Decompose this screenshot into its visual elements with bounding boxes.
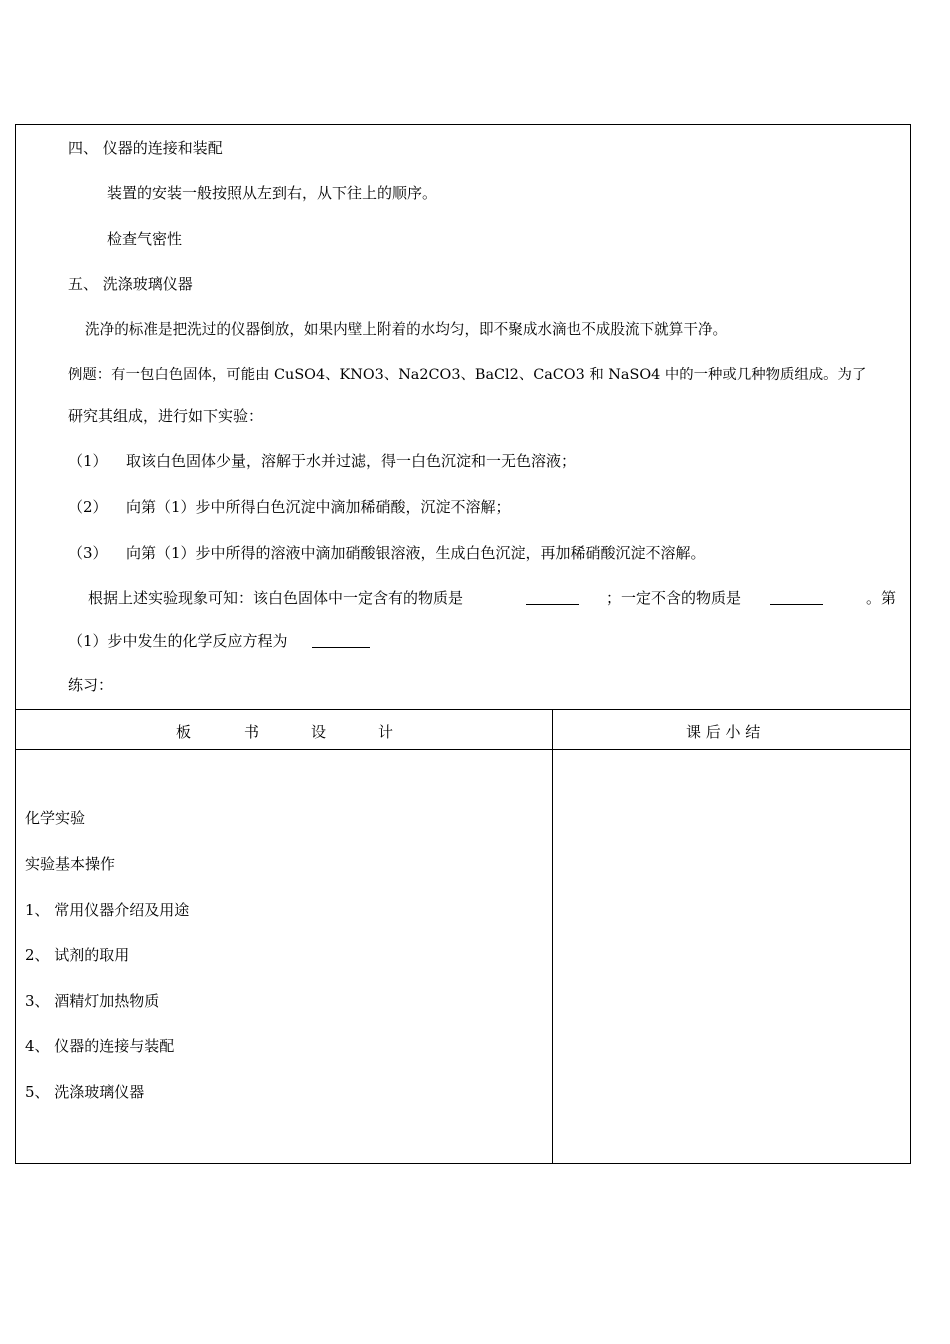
step-1-text: 取该白色固体少量，溶解于水并过滤，得一白色沉淀和一无色溶液；	[126, 452, 577, 470]
question-part2: ；一定不含的物质是	[606, 589, 742, 607]
step-3-text: 向第（1）步中所得的溶液中滴加硝酸银溶液，生成白色沉淀，再加稀硝酸沉淀不溶解。	[126, 544, 706, 562]
board-item-5: 5、 洗涤玻璃仪器	[25, 1083, 145, 1101]
board-item-2: 2、 试剂的取用	[25, 946, 130, 964]
board-design-header-char-3: 设	[311, 723, 327, 741]
section5-line1: 洗净的标准是把洗过的仪器倒放，如果内壁上附着的水均匀，即不聚成水滴也不成股流下就算干净。	[85, 321, 728, 338]
example-line2: 研究其组成，进行如下实验：	[68, 407, 264, 425]
step-2-number: （2）	[68, 498, 108, 516]
board-design-header-char-1: 板	[176, 723, 192, 741]
step-3-number: （3）	[68, 544, 108, 562]
question-part3: 。第	[866, 589, 897, 607]
section4-line1: 装置的安装一般按照从左到右，从下往上的顺序。	[107, 184, 438, 202]
post-class-summary-header: 课 后 小 结	[686, 723, 761, 741]
board-item-title: 化学实验	[25, 809, 86, 827]
section5-heading: 五、 洗涤玻璃仪器	[68, 275, 193, 293]
question-line2: （1）步中发生的化学反应方程为	[68, 632, 288, 650]
board-item-subtitle: 实验基本操作	[25, 855, 116, 873]
step-1-number: （1）	[68, 452, 108, 470]
question-part1: 根据上述实验现象可知：该白色固体中一定含有的物质是	[88, 589, 464, 607]
table-top-border	[15, 709, 911, 710]
section4-heading: 四、 仪器的连接和装配	[68, 139, 223, 157]
practice-label: 练习：	[68, 676, 114, 694]
board-design-header-char-2: 书	[244, 723, 260, 741]
board-item-3: 3、 酒精灯加热物质	[25, 992, 160, 1010]
board-design-header-char-4: 计	[378, 723, 394, 741]
board-item-4: 4、 仪器的连接与装配	[25, 1037, 175, 1055]
post-class-summary-cell[interactable]	[553, 750, 910, 1163]
example-line1: 例题：有一包白色固体，可能由 CuSO4、KNO3、Na2CO3、BaCl2、CaCO3 和 NaSO4 中的一种或几种物质组成。为了	[68, 367, 867, 383]
answer-blank-1[interactable]	[526, 589, 579, 605]
board-item-1: 1、 常用仪器介绍及用途	[25, 901, 190, 919]
section4-line2: 检查气密性	[107, 230, 183, 248]
answer-blank-2[interactable]	[770, 589, 823, 605]
step-2-text: 向第（1）步中所得白色沉淀中滴加稀硝酸，沉淀不溶解；	[126, 498, 511, 516]
answer-blank-3[interactable]	[312, 632, 370, 648]
